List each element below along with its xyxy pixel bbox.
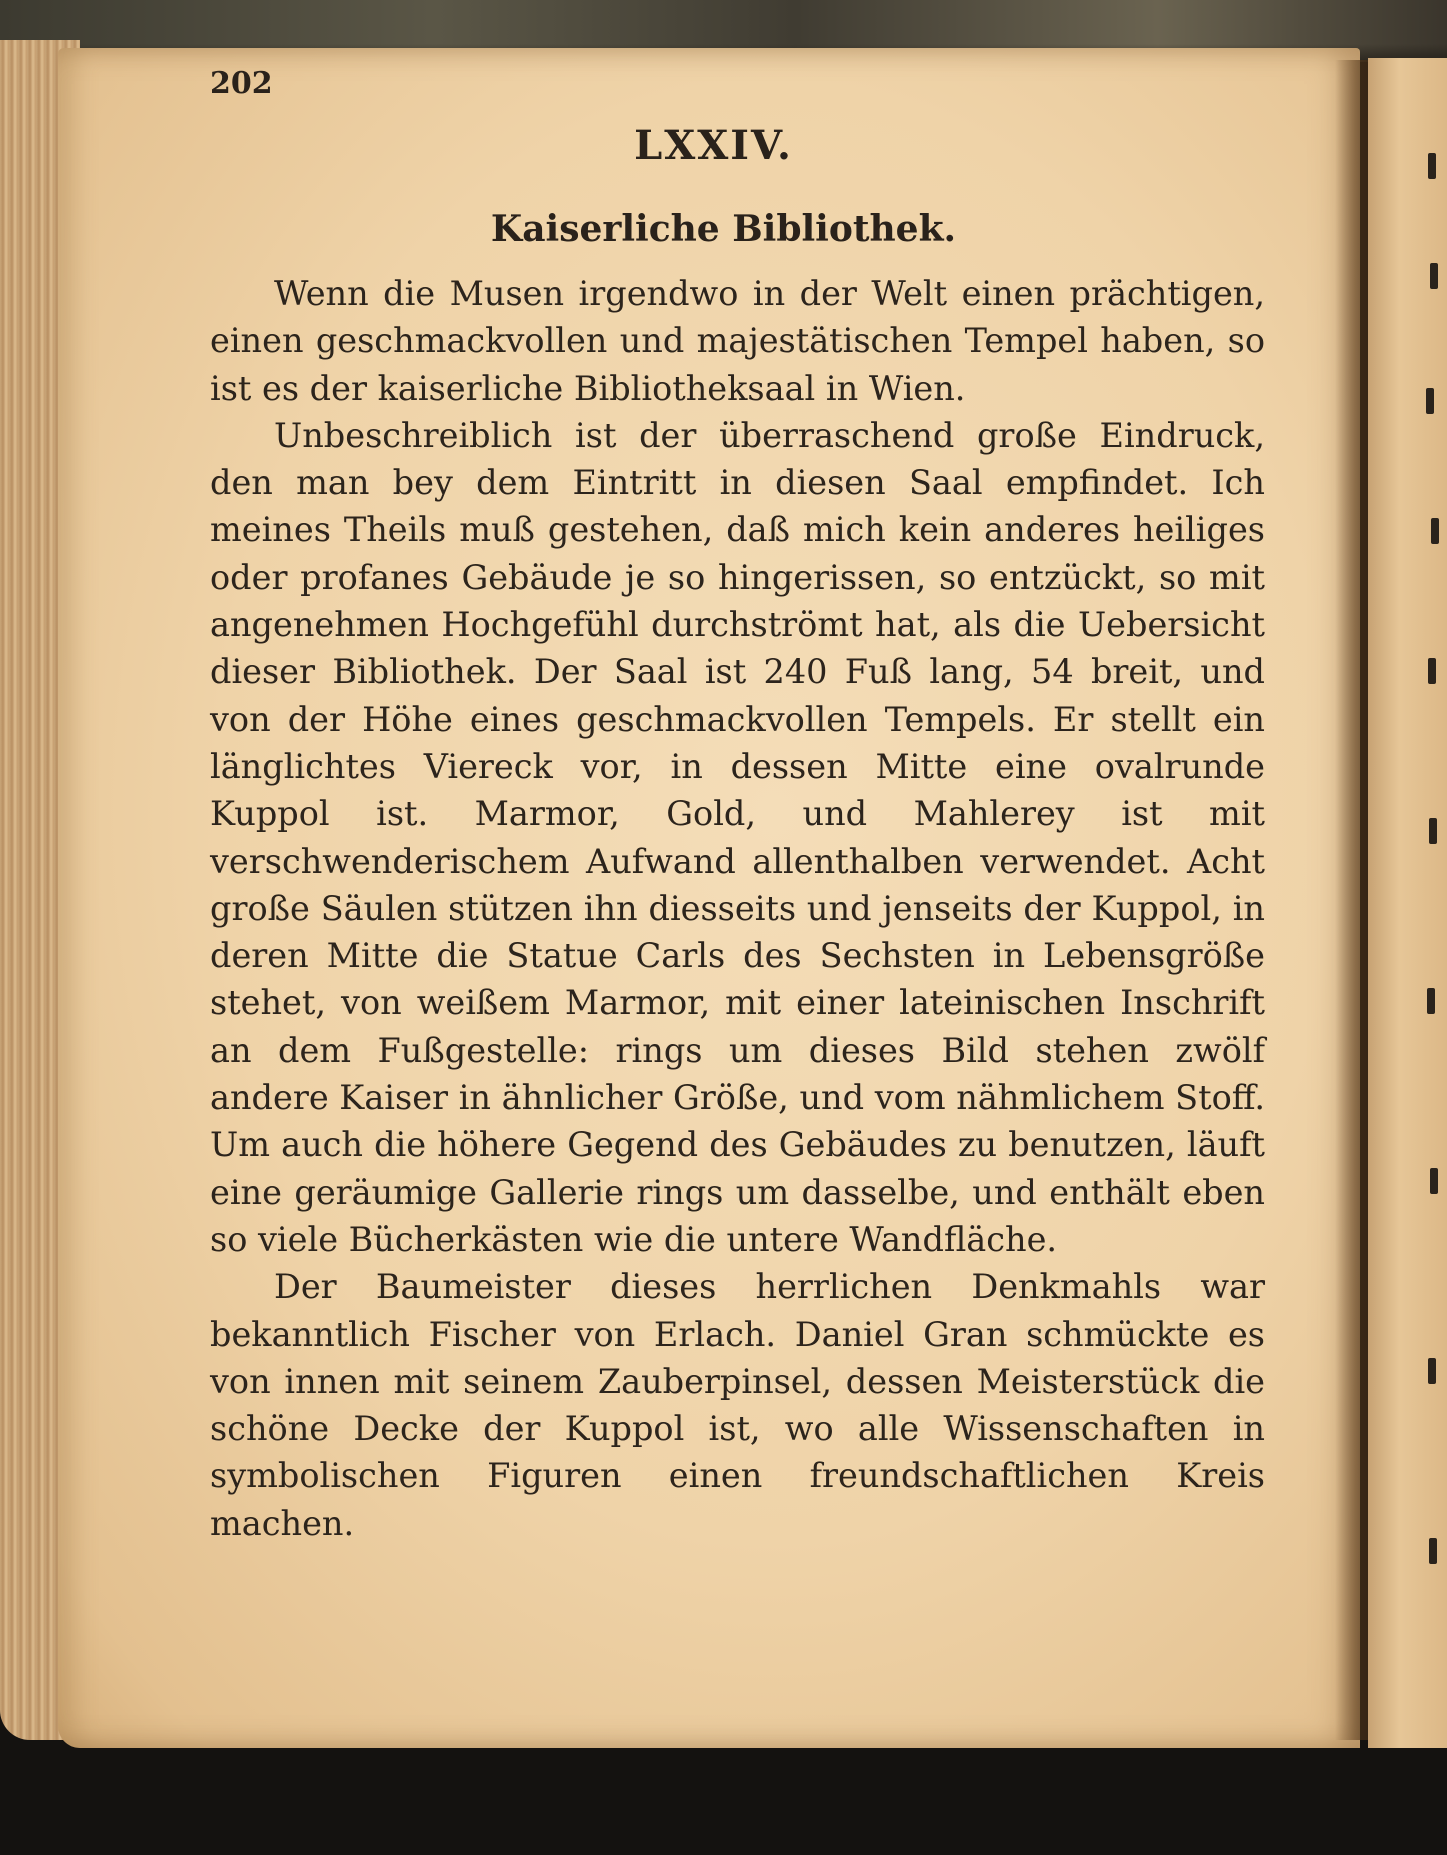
facing-page-letter-fragment bbox=[1427, 988, 1435, 1014]
paragraph: Unbeschreiblich ist der überraschend große Eindruck, den man bey dem Eintritt in diesen Saal empfindet. Ich meines Theils muß gestehen, daß mich kein anderes heiliges oder profanes Gebäude je so hingerissen, so entzückt, so mit angenehmen Hochgefühl durchströmt hat, als die Uebersicht dieser Bibliothek. Der Saal ist 240 Fuß lang, 54 breit, und von der Höhe eines geschmackvollen Tempels. Er stellt ein länglichtes Viereck vor, in dessen Mitte eine ovalrunde Kuppol ist. Marmor, Gold, und Mahlerey ist mit verschwenderischem Aufwand allenthalben verwendet. Acht große Säulen stützen ihn diesseits und jenseits der Kuppol, in deren Mitte die Statue Carls des Sechsten in Lebensgröße stehet, von weißem Marmor, mit einer lateinischen Inschrift an dem Fußgestelle: rings um dieses Bild stehen zwölf andere Kaiser in ähnlicher Größe, und vom nähmlichem Stoff. Um auch die höhere Gegend des Gebäudes zu benutzen, läuft eine geräumige Gallerie rings um dasselbe, und enthält eben so viele Bücherkästen wie die untere Wandfläche. bbox=[210, 415, 1265, 1259]
chapter-heading: LXXIV. bbox=[634, 122, 793, 169]
facing-page-letter-fragment bbox=[1431, 518, 1439, 544]
body-text bbox=[210, 270, 1265, 1547]
facing-page-letter-fragment bbox=[1429, 818, 1437, 844]
section-title: Kaiserliche Bibliothek. bbox=[490, 208, 957, 250]
facing-page-letter-fragment bbox=[1428, 658, 1436, 684]
facing-page-letter-fragment bbox=[1429, 1538, 1437, 1564]
background-bottom bbox=[0, 1748, 1447, 1855]
page-number: 202 bbox=[210, 66, 273, 101]
facing-page-letter-fragment bbox=[1426, 388, 1434, 414]
facing-page-letter-fragment bbox=[1430, 263, 1438, 289]
facing-page-letter-fragment bbox=[1430, 1168, 1438, 1194]
facing-page-letter-fragment bbox=[1428, 1358, 1436, 1384]
paragraph: Wenn die Musen irgendwo in der Welt einen prächtigen, einen geschmackvollen und majestätischen Tempel haben, so ist es der kaiserliche Bibliotheksaal in Wien. bbox=[210, 274, 1265, 408]
facing-page-edge bbox=[1368, 58, 1447, 1748]
paragraph: Der Baumeister dieses herrlichen Denkmahls war bekanntlich Fischer von Erlach. Daniel Gran schmückte es von innen mit seinem Zauberpinsel, dessen Meisterstück die schöne Decke der Kuppol ist, wo alle Wissenschaften in symbolischen Figuren einen freundschaftlichen Kreis machen. bbox=[210, 1267, 1265, 1543]
